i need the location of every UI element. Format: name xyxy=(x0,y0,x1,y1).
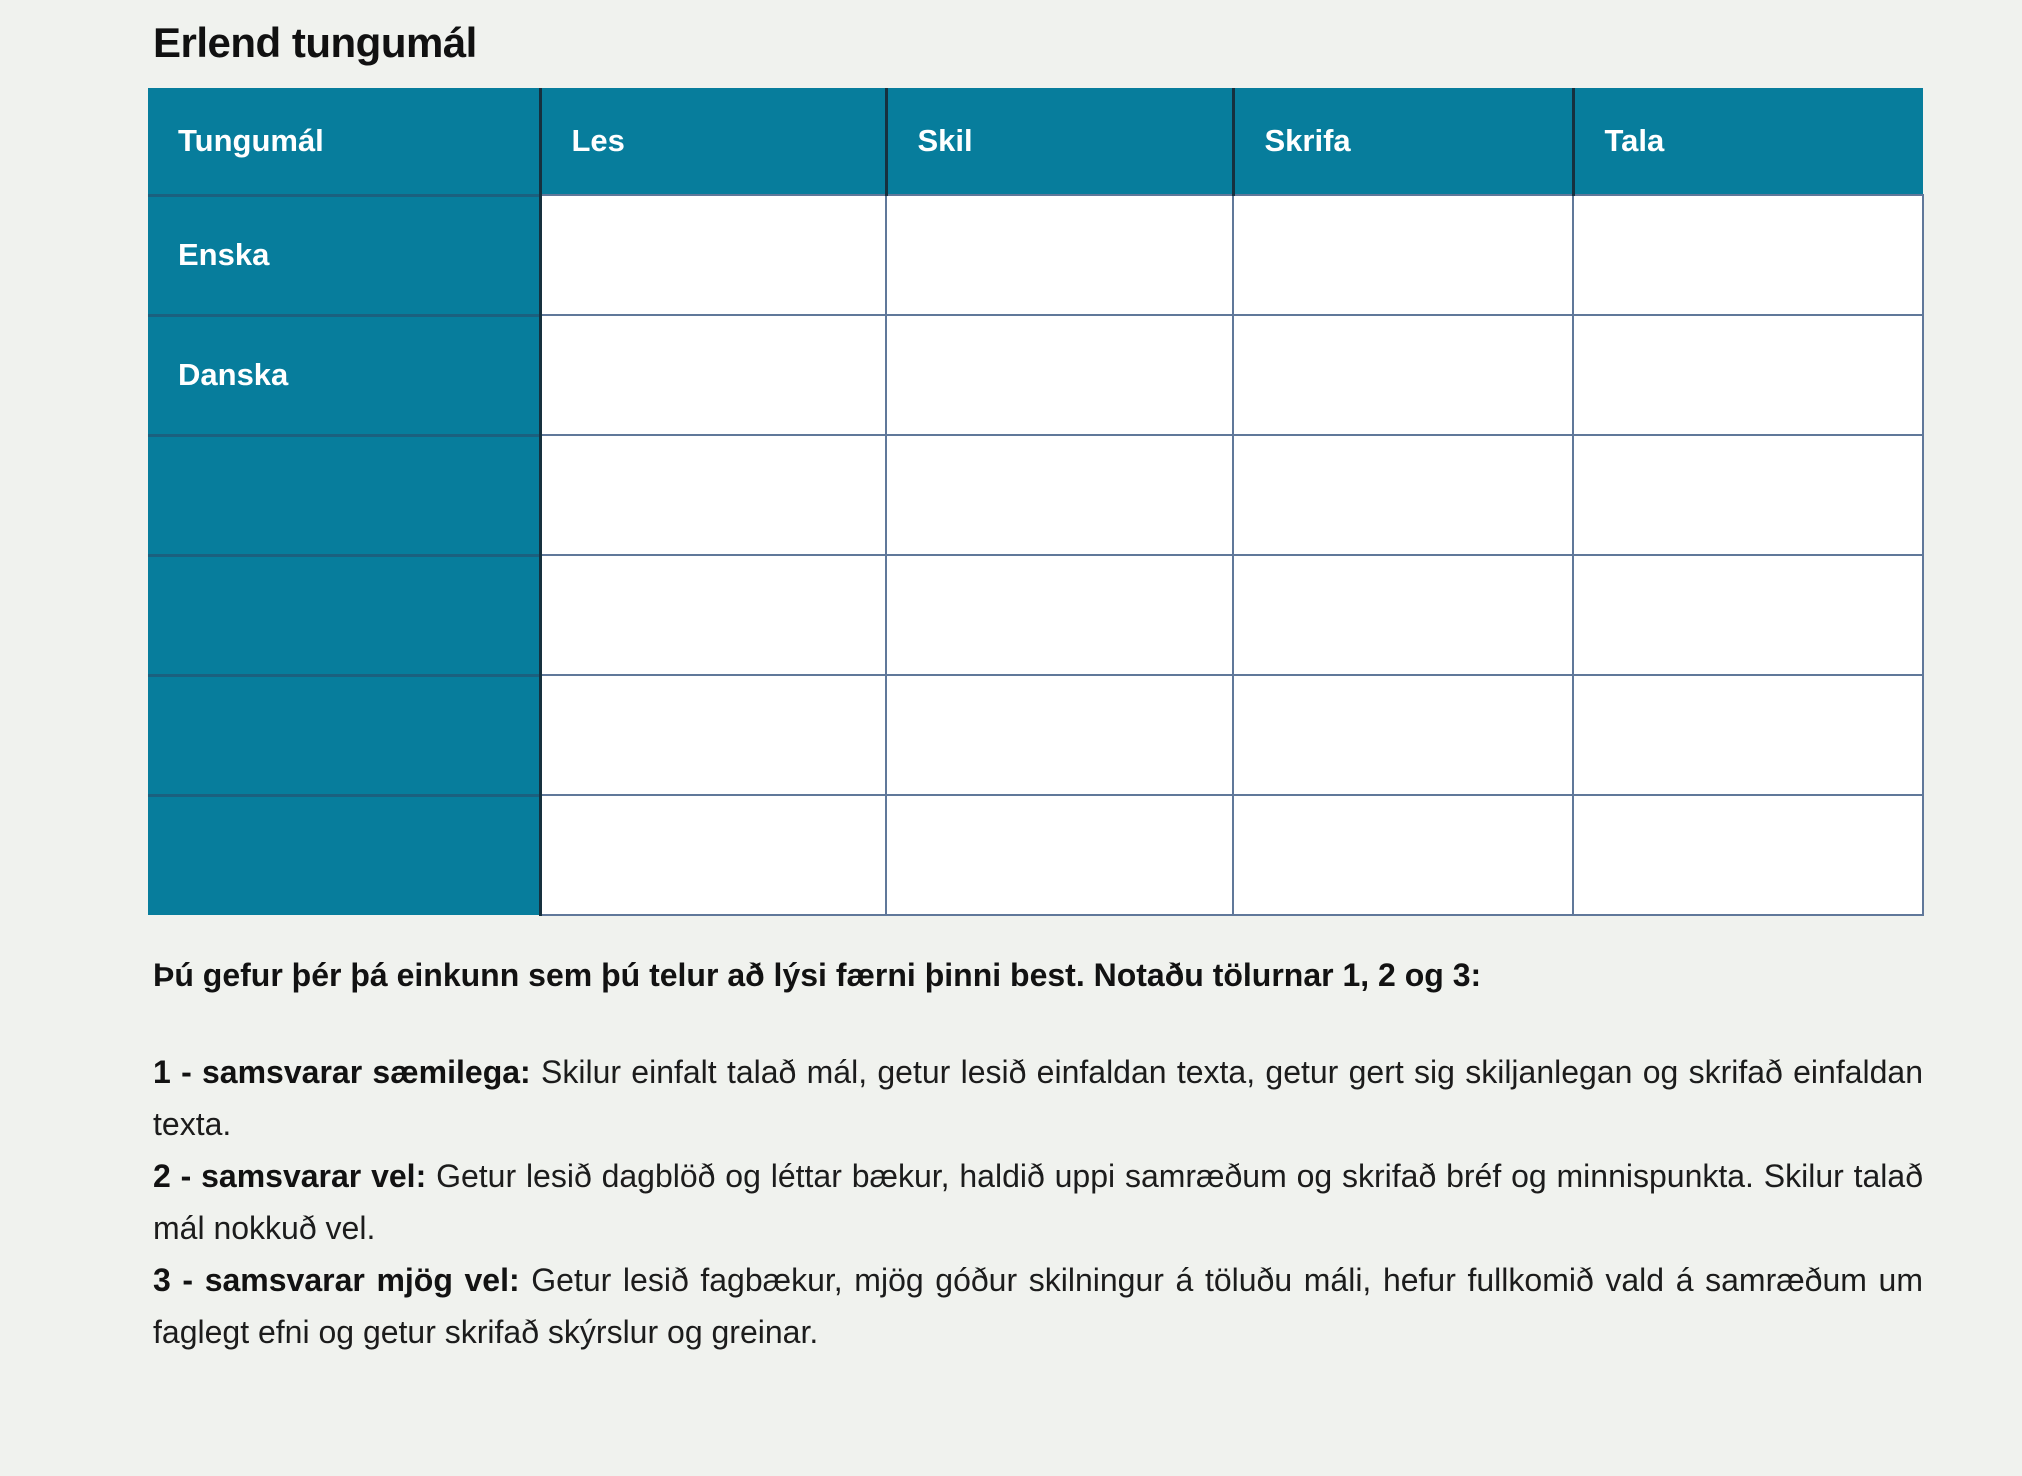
grade-cell-enska-skrifa[interactable] xyxy=(1233,195,1573,315)
table-row xyxy=(148,315,1923,435)
column-header-les: Les xyxy=(540,88,886,195)
grading-level-text-1: Skilur einfalt talað mál, getur lesið einfaldan texta, getur gert sig skiljanlegan og skrifað einfaldan texta. xyxy=(153,1054,1924,1142)
grade-cell[interactable] xyxy=(1233,435,1573,555)
column-header-skrifa: Skrifa xyxy=(1233,88,1573,195)
grade-cell[interactable] xyxy=(886,795,1233,915)
column-header-tungumal: Tungumál xyxy=(148,88,540,195)
grade-cell-danska-tala[interactable] xyxy=(1573,315,1923,435)
grade-cell[interactable] xyxy=(1573,435,1923,555)
grade-cell[interactable] xyxy=(1573,795,1923,915)
grading-level-description-1 xyxy=(153,1046,1923,1150)
grade-cell[interactable] xyxy=(540,675,886,795)
column-header-tala: Tala xyxy=(1573,88,1923,195)
column-header-skil: Skil xyxy=(886,88,1233,195)
language-row-header-enska: Enska xyxy=(148,195,540,315)
language-row-header-danska: Danska xyxy=(148,315,540,435)
grade-cell-danska-les[interactable] xyxy=(540,315,886,435)
grade-cell[interactable] xyxy=(1573,675,1923,795)
grading-level-label-2: 2 - samsvarar vel: xyxy=(153,1158,427,1194)
grade-cell-enska-skil[interactable] xyxy=(886,195,1233,315)
page-title: Erlend tungumál xyxy=(153,19,477,66)
grading-level-label-3: 3 - samsvarar mjög vel: xyxy=(153,1262,520,1298)
grade-cell[interactable] xyxy=(1233,795,1573,915)
grade-cell[interactable] xyxy=(1233,555,1573,675)
table-row xyxy=(148,555,1923,675)
grading-level-description-3 xyxy=(153,1254,1923,1358)
language-skills-table xyxy=(148,88,1924,916)
content-column xyxy=(148,0,1923,1358)
table-header-row xyxy=(148,88,1923,195)
grade-cell-enska-tala[interactable] xyxy=(1573,195,1923,315)
grading-level-text-3: Getur lesið fagbækur, mjög góður skilningur á töluðu máli, hefur fullkomið vald á samræðum um faglegt efni og getur skrifað skýrslur og greinar. xyxy=(153,1262,1924,1350)
grading-instructions xyxy=(153,950,1923,1358)
grade-cell[interactable] xyxy=(540,795,886,915)
grade-cell-danska-skil[interactable] xyxy=(886,315,1233,435)
grade-cell-enska-les[interactable] xyxy=(540,195,886,315)
table-row xyxy=(148,795,1923,915)
grade-cell[interactable] xyxy=(886,675,1233,795)
grading-level-label-1: 1 - samsvarar sæmilega: xyxy=(153,1054,531,1090)
language-row-header-empty[interactable] xyxy=(148,435,540,555)
grade-cell[interactable] xyxy=(886,555,1233,675)
language-row-header-empty[interactable] xyxy=(148,555,540,675)
language-row-header-empty[interactable] xyxy=(148,795,540,915)
grading-level-text-2: Getur lesið dagblöð og léttar bækur, haldið uppi samræðum og skrifað bréf og minnispunkta. Skilur talað mál nokkuð vel. xyxy=(153,1158,1924,1246)
grade-cell[interactable] xyxy=(540,555,886,675)
table-row xyxy=(148,195,1923,315)
grade-cell[interactable] xyxy=(1233,675,1573,795)
grading-instructions-intro: Þú gefur þér þá einkunn sem þú telur að lýsi færni þinni best. Notaðu tölurnar 1, 2 og 3: xyxy=(153,957,1482,993)
grade-cell-danska-skrifa[interactable] xyxy=(1233,315,1573,435)
grading-level-description-2 xyxy=(153,1150,1923,1254)
table-row xyxy=(148,435,1923,555)
grade-cell[interactable] xyxy=(540,435,886,555)
grading-level-descriptions xyxy=(153,1046,1923,1358)
grade-cell[interactable] xyxy=(886,435,1233,555)
table-row xyxy=(148,675,1923,795)
grade-cell[interactable] xyxy=(1573,555,1923,675)
language-row-header-empty[interactable] xyxy=(148,675,540,795)
